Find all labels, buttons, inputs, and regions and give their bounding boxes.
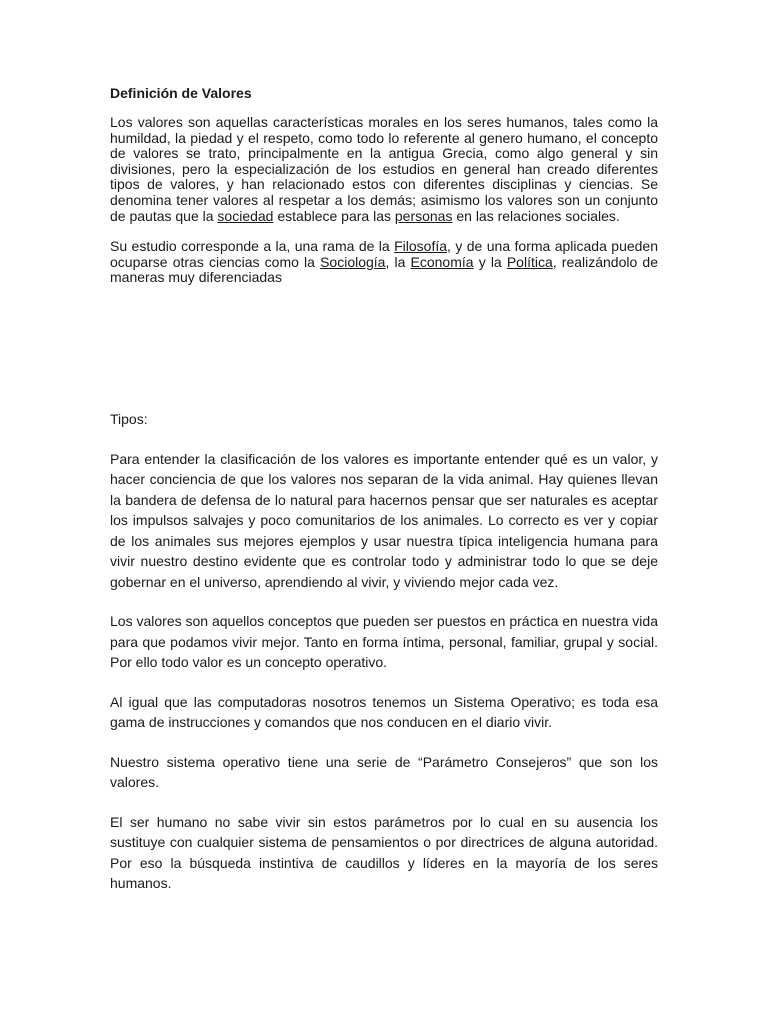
study-text-1: Su estudio corresponde a la, una rama de la	[110, 238, 395, 255]
link-personas[interactable]: personas	[394, 207, 453, 224]
definition-paragraph	[110, 115, 658, 224]
tipos-paragraph-3: Al igual que las computadoras nosotros tenemos un Sistema Operativo; es toda esa gama de instrucciones y comandos que nos conducen en el diario vivir.	[110, 693, 658, 730]
link-filosofia[interactable]: Filosofía	[394, 238, 448, 255]
definition-text-2: establece para las	[273, 207, 395, 224]
link-politica[interactable]: Política	[506, 253, 553, 270]
link-sociedad[interactable]: sociedad	[217, 207, 274, 224]
definition-text-3: en las relaciones sociales.	[452, 207, 620, 224]
study-text-4: y la	[473, 253, 507, 270]
definition-text-1: Los valores son aquellas características morales en los seres humanos, tales como la humildad, la piedad y el respeto, como todo lo referente al genero humano, el concepto de valores se trato, principalmente en la antigua Grecia, como algo general y sin divisiones, pero la especialización de los estudios en general han creado diferentes tipos de valores, y han relacionado estos con diferentes disciplinas y ciencias. Se denomina tener valores al respetar a los demás; asimismo los valores son un conjunto de pautas que la	[110, 114, 658, 224]
study-text-2: , y de una forma aplicada pueden ocuparse otras ciencias como la	[110, 238, 659, 270]
tipos-paragraph-5: El ser humano no sabe vivir sin estos parámetros por lo cual en su ausencia los sustituye con cualquier sistema de pensamientos o por directrices de alguna autoridad. Por eso la búsqueda instintiva de caudillos y líderes en la mayoría de los seres humanos.	[110, 813, 658, 891]
study-text-3: , la	[385, 253, 411, 270]
tipos-paragraph-2: Los valores son aquellos conceptos que pueden ser puestos en práctica en nuestra vida para que podamos vivir mejor. Tanto en forma íntima, personal, familiar, grupal y social. Por ello todo valor es un concepto operativo.	[110, 613, 658, 670]
document-page	[110, 84, 659, 891]
tipos-section	[110, 409, 658, 913]
tipos-heading: Tipos:	[110, 411, 148, 427]
link-sociologia[interactable]: Sociología	[320, 253, 386, 270]
document-title: Definición de Valores	[110, 85, 252, 101]
link-economia[interactable]: Economía	[410, 253, 474, 270]
study-paragraph	[110, 239, 658, 286]
tipos-paragraph-1: Para entender la clasificación de los valores es importante entender qué es un valor, y hacer conciencia de que los valores nos separan de la vida animal. Hay quienes llevan la bandera de defensa de lo natural para hacernos pensar que ser naturales es aceptar los impulsos salvajes y poco comunitarios de los animales. Lo correcto es ver y copiar de los animales sus mejores ejemplos y usar nuestra típica inteligencia humana para vivir nuestro destino evidente que es controlar todo y administrar todo lo que se deje gobernar en el universo, aprendiendo al vivir, y viviendo mejor cada vez.	[110, 450, 658, 590]
study-text-5: , realizándolo de maneras muy diferenciadas	[110, 253, 658, 286]
tipos-paragraph-4: Nuestro sistema operativo tiene una serie de “Parámetro Consejeros” que son los valores.	[110, 753, 658, 790]
